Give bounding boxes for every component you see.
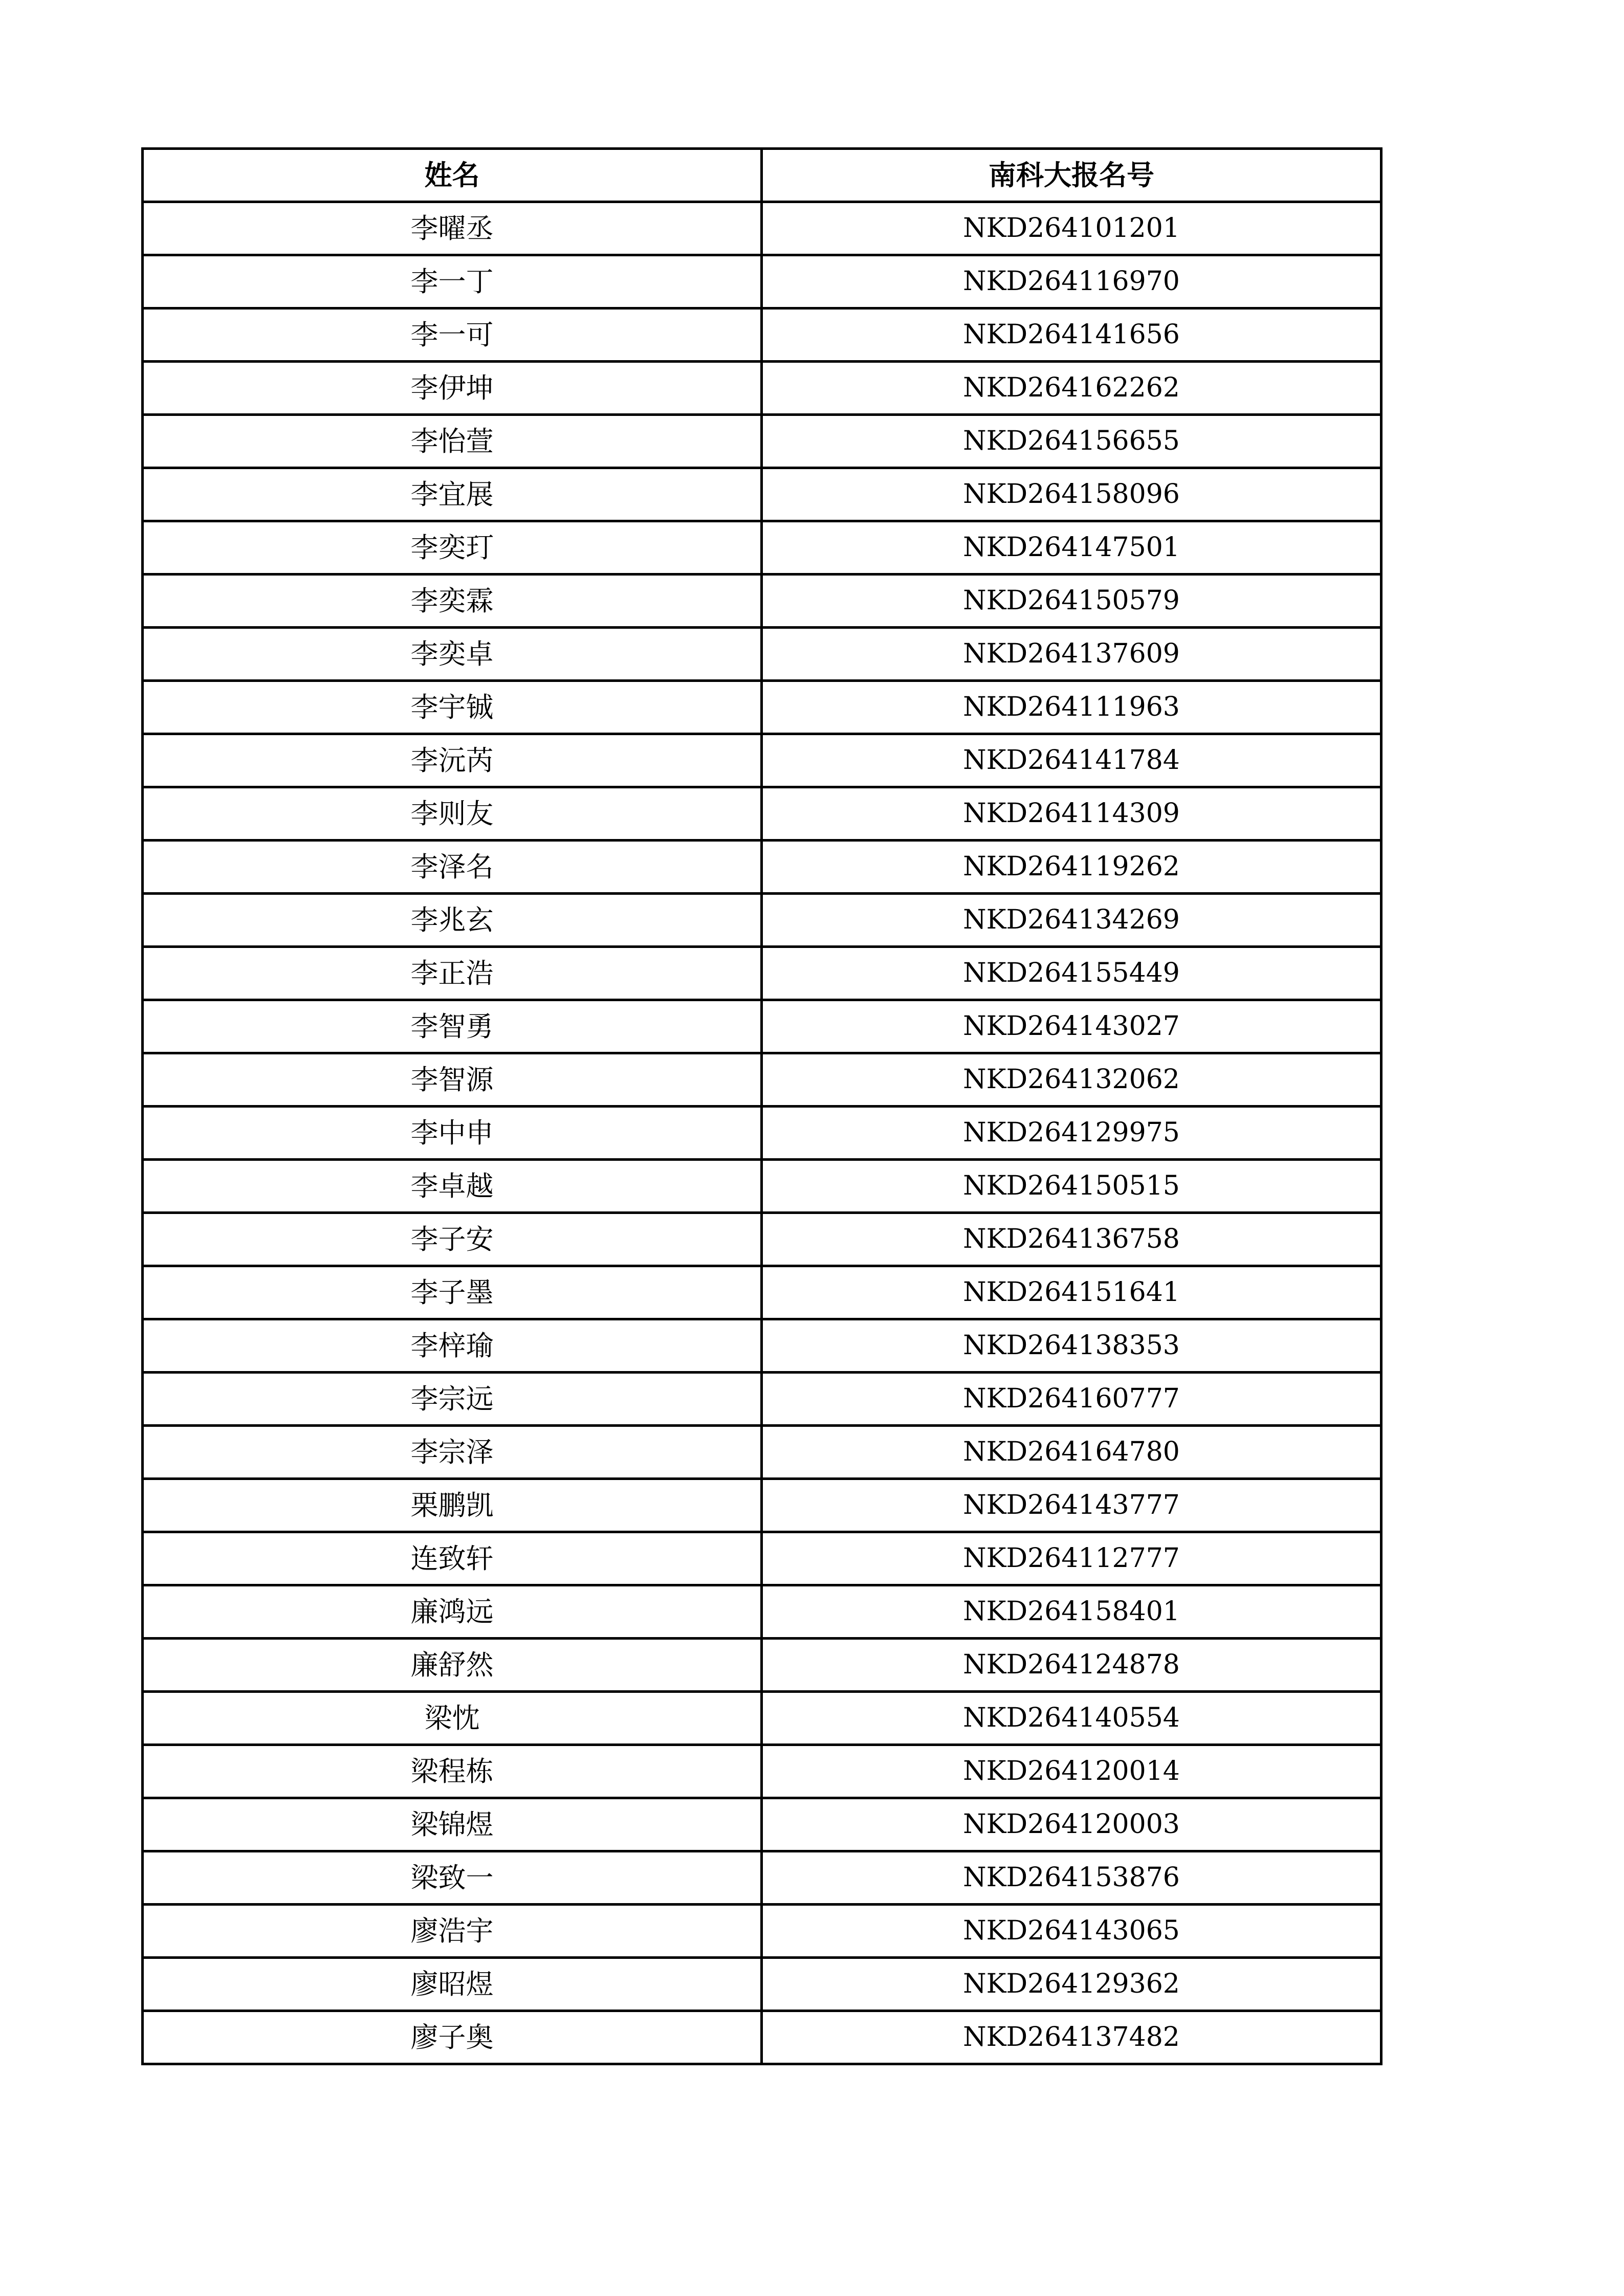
table-row — [143, 1266, 1381, 1319]
student-name-cell: 李宗远 — [143, 1373, 762, 1426]
student-name-cell: 李正浩 — [143, 947, 762, 1000]
table-row — [143, 1373, 1381, 1426]
registration-number-cell: NKD264137482 — [762, 2011, 1381, 2064]
student-name-cell: 李沅芮 — [143, 734, 762, 787]
student-name-cell: 李泽名 — [143, 841, 762, 894]
student-name-cell: 廉舒然 — [143, 1639, 762, 1692]
registration-number-cell: NKD264137609 — [762, 628, 1381, 681]
student-name-cell: 李卓越 — [143, 1160, 762, 1213]
table-row — [143, 2011, 1381, 2064]
registration-number-cell: NKD264143065 — [762, 1905, 1381, 1958]
student-name-cell: 李一丁 — [143, 255, 762, 308]
registration-number-cell: NKD264162262 — [762, 362, 1381, 415]
table-row — [143, 681, 1381, 734]
student-name-cell: 李曜丞 — [143, 202, 762, 255]
student-name-cell: 李智勇 — [143, 1000, 762, 1053]
table-row — [143, 1319, 1381, 1373]
table-row — [143, 308, 1381, 362]
registration-number-cell: NKD264155449 — [762, 947, 1381, 1000]
student-name-cell: 栗鹏凯 — [143, 1479, 762, 1532]
student-name-cell: 李宜展 — [143, 468, 762, 521]
table-row — [143, 255, 1381, 308]
student-name-cell: 李宗泽 — [143, 1426, 762, 1479]
table-row — [143, 468, 1381, 521]
student-name-cell: 李伊坤 — [143, 362, 762, 415]
registration-number-cell: NKD264138353 — [762, 1319, 1381, 1373]
student-name-cell: 梁程栋 — [143, 1745, 762, 1798]
table-body — [143, 202, 1381, 2064]
registration-number-cell: NKD264134269 — [762, 894, 1381, 947]
registration-number-cell: NKD264124878 — [762, 1639, 1381, 1692]
registration-table — [141, 147, 1382, 2065]
registration-number-cell: NKD264150515 — [762, 1160, 1381, 1213]
student-name-cell: 李怡萱 — [143, 415, 762, 468]
registration-number-cell: NKD264141784 — [762, 734, 1381, 787]
registration-number-cell: NKD264140554 — [762, 1692, 1381, 1745]
student-name-cell: 李宇铖 — [143, 681, 762, 734]
student-name-cell: 李中申 — [143, 1107, 762, 1160]
registration-number-cell: NKD264151641 — [762, 1266, 1381, 1319]
registration-number-cell: NKD264111963 — [762, 681, 1381, 734]
registration-number-cell: NKD264143777 — [762, 1479, 1381, 1532]
table-row — [143, 362, 1381, 415]
registration-number-cell: NKD264112777 — [762, 1532, 1381, 1585]
student-name-cell: 廖昭煜 — [143, 1958, 762, 2011]
student-name-cell: 连致轩 — [143, 1532, 762, 1585]
table-row — [143, 1639, 1381, 1692]
registration-number-cell: NKD264147501 — [762, 521, 1381, 575]
student-name-cell: 李奕玎 — [143, 521, 762, 575]
student-name-cell: 李奕卓 — [143, 628, 762, 681]
table-row — [143, 628, 1381, 681]
table-row — [143, 415, 1381, 468]
student-name-cell: 李则友 — [143, 787, 762, 841]
table-row — [143, 575, 1381, 628]
table-row — [143, 841, 1381, 894]
table-row — [143, 947, 1381, 1000]
student-name-cell: 李子墨 — [143, 1266, 762, 1319]
table-row — [143, 1905, 1381, 1958]
registration-number-cell: NKD264120014 — [762, 1745, 1381, 1798]
student-name-cell: 李兆玄 — [143, 894, 762, 947]
registration-number-cell: NKD264141656 — [762, 308, 1381, 362]
registration-number-cell: NKD264132062 — [762, 1053, 1381, 1107]
student-name-cell: 梁忱 — [143, 1692, 762, 1745]
registration-number-cell: NKD264150579 — [762, 575, 1381, 628]
table-row — [143, 1585, 1381, 1639]
column-header-name: 姓名 — [143, 149, 762, 202]
table-row — [143, 894, 1381, 947]
table-row — [143, 1000, 1381, 1053]
student-name-cell: 梁致一 — [143, 1851, 762, 1905]
table-row — [143, 734, 1381, 787]
registration-number-cell: NKD264158401 — [762, 1585, 1381, 1639]
registration-number-cell: NKD264153876 — [762, 1851, 1381, 1905]
table-row — [143, 1958, 1381, 2011]
table-row — [143, 1479, 1381, 1532]
table-row — [143, 1053, 1381, 1107]
table-row — [143, 1532, 1381, 1585]
student-name-cell: 李一可 — [143, 308, 762, 362]
table-row — [143, 521, 1381, 575]
student-name-cell: 李梓瑜 — [143, 1319, 762, 1373]
registration-number-cell: NKD264143027 — [762, 1000, 1381, 1053]
student-name-cell: 李智源 — [143, 1053, 762, 1107]
student-name-cell: 李子安 — [143, 1213, 762, 1266]
registration-number-cell: NKD264101201 — [762, 202, 1381, 255]
student-name-cell: 李奕霖 — [143, 575, 762, 628]
registration-number-cell: NKD264164780 — [762, 1426, 1381, 1479]
table-row — [143, 1851, 1381, 1905]
registration-number-cell: NKD264119262 — [762, 841, 1381, 894]
table-row — [143, 787, 1381, 841]
registration-number-cell: NKD264129362 — [762, 1958, 1381, 2011]
registration-number-cell: NKD264136758 — [762, 1213, 1381, 1266]
registration-number-cell: NKD264156655 — [762, 415, 1381, 468]
student-name-cell: 梁锦煜 — [143, 1798, 762, 1851]
table-row — [143, 1692, 1381, 1745]
registration-number-cell: NKD264129975 — [762, 1107, 1381, 1160]
table-header-row — [143, 149, 1381, 202]
registration-number-cell: NKD264158096 — [762, 468, 1381, 521]
table-row — [143, 1745, 1381, 1798]
table-row — [143, 202, 1381, 255]
column-header-registration-number: 南科大报名号 — [762, 149, 1381, 202]
student-name-cell: 廖子奥 — [143, 2011, 762, 2064]
table-row — [143, 1213, 1381, 1266]
registration-number-cell: NKD264116970 — [762, 255, 1381, 308]
registration-number-cell: NKD264114309 — [762, 787, 1381, 841]
table-row — [143, 1107, 1381, 1160]
student-name-cell: 廖浩宇 — [143, 1905, 762, 1958]
table-row — [143, 1160, 1381, 1213]
registration-number-cell: NKD264120003 — [762, 1798, 1381, 1851]
table-row — [143, 1798, 1381, 1851]
registration-number-cell: NKD264160777 — [762, 1373, 1381, 1426]
student-name-cell: 廉鸿远 — [143, 1585, 762, 1639]
table-row — [143, 1426, 1381, 1479]
